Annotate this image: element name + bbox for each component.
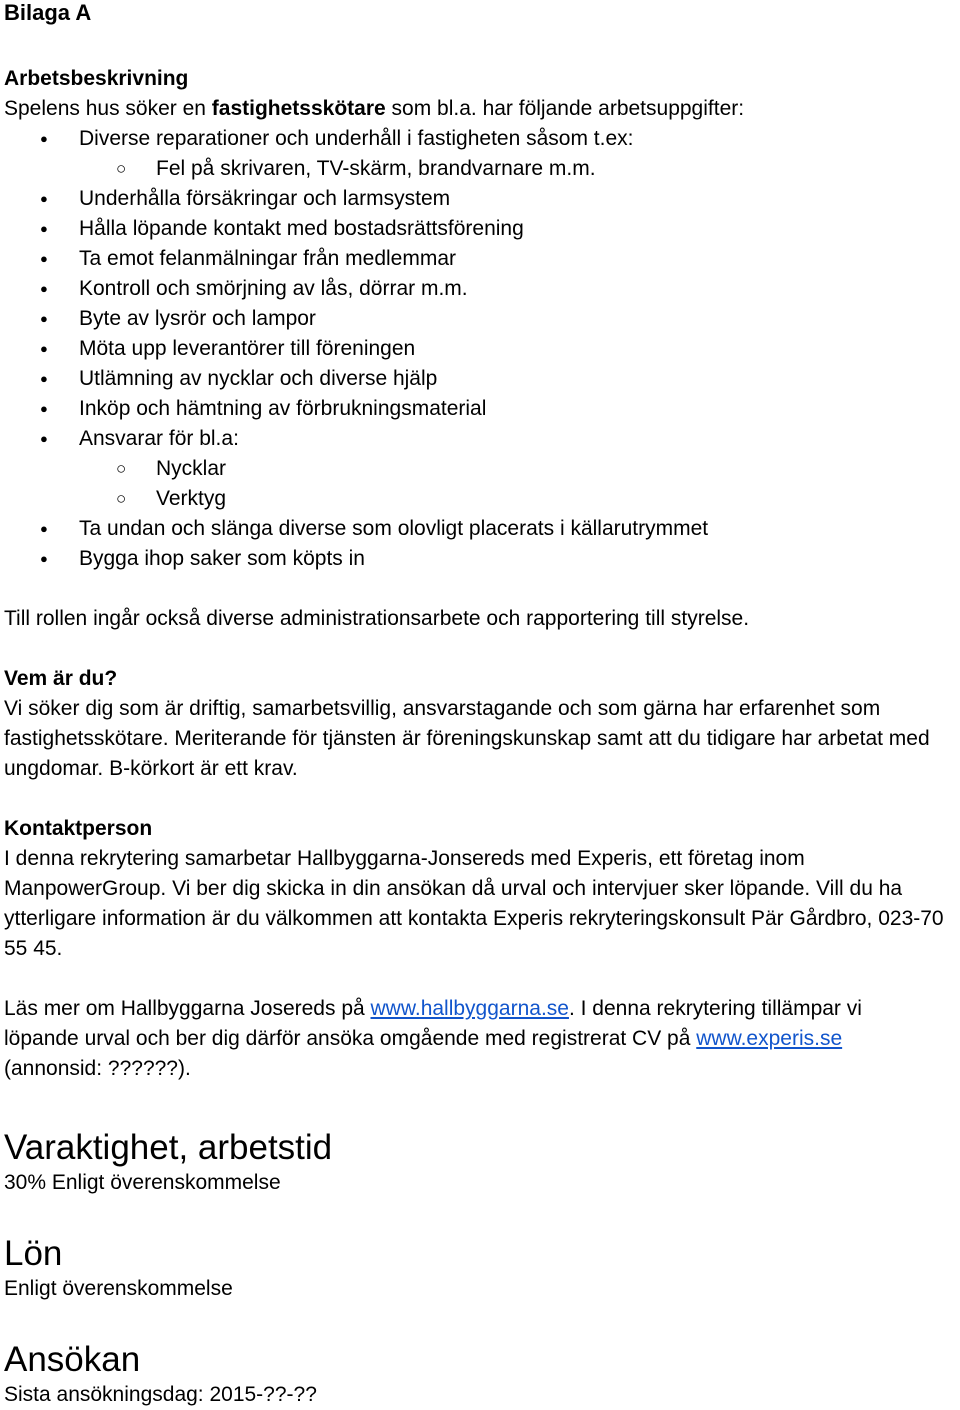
list-item-text: Kontroll och smörjning av lås, dörrar m.m. [79, 277, 468, 300]
bullet-icon: ● [40, 341, 48, 356]
duration-body: 30% Enligt överenskommelse [4, 1171, 281, 1194]
sub-list-item [4, 454, 960, 484]
list-item-text: Underhålla försäkringar och larmsystem [79, 187, 451, 210]
spacer [4, 964, 960, 994]
read-more-line [4, 994, 960, 1024]
salary-body: Enligt överenskommelse [4, 1277, 233, 1300]
list-item [4, 334, 960, 364]
intro-bold-role: fastighetsskötare [211, 97, 386, 120]
experis-link[interactable]: www.experis.se [696, 1027, 843, 1050]
spacer [4, 1304, 960, 1340]
apply-text: löpande urval och ber dig därför ansöka omgående med registrerat CV på [4, 1027, 697, 1050]
who-are-you-title: Vem är du? [4, 667, 118, 690]
list-item [4, 124, 960, 154]
list-item-text: Utlämning av nycklar och diverse hjälp [79, 367, 438, 390]
hollow-bullet-icon: ○ [116, 459, 127, 478]
list-item-text: Byte av lysrör och lampor [79, 307, 316, 330]
list-item [4, 184, 960, 214]
list-item [4, 244, 960, 274]
list-item [4, 304, 960, 334]
sub-list-item [4, 154, 960, 184]
list-item [4, 274, 960, 304]
list-item-text: Verktyg [156, 487, 227, 510]
list-item-text: Fel på skrivaren, TV-skärm, brandvarnare m.m. [156, 157, 596, 180]
list-item [4, 424, 960, 454]
list-item-text: Hålla löpande kontakt med bostadsrättsförening [79, 217, 524, 240]
bullet-icon: ● [40, 221, 48, 236]
salary-title: Lön [4, 1234, 63, 1273]
apply-line [4, 1024, 960, 1054]
intro-text-end: som bl.a. har följande arbetsuppgifter: [385, 97, 745, 120]
application-title: Ansökan [4, 1340, 141, 1379]
bullet-icon: ● [40, 401, 48, 416]
list-item-text: Möta upp leverantörer till föreningen [79, 337, 416, 360]
list-item [4, 544, 960, 574]
duration-title: Varaktighet, arbetstid [4, 1128, 333, 1167]
bullet-icon: ● [40, 251, 48, 266]
list-item-text: Ansvarar för bl.a: [79, 427, 239, 450]
spacer [4, 634, 960, 664]
job-description-title: Arbetsbeskrivning [4, 67, 189, 90]
contact-body: I denna rekrytering samarbetar Hallbyggarna-Jonsereds med Experis, ett företag inom ManpowerGroup. Vi ber dig skicka in din ansökan då urval och intervjuer sker löpande. Vill du ha ytterligare information är du välkommen att kontakta Experis rekryteringskonsult Pär Gårdbro, 023-70 55 45. [4, 847, 944, 960]
bullet-icon: ● [40, 191, 48, 206]
spacer [4, 784, 960, 814]
job-description-intro [4, 94, 960, 124]
bullet-icon: ● [40, 131, 48, 146]
sub-list-item [4, 484, 960, 514]
ad-id-line: (annonsid: ??????). [4, 1057, 191, 1080]
list-item [4, 214, 960, 244]
list-item-text: Inköp och hämtning av förbrukningsmaterial [79, 397, 487, 420]
bullet-icon: ● [40, 371, 48, 386]
list-item-text: Diverse reparationer och underhåll i fastigheten såsom t.ex: [79, 127, 634, 150]
spacer [4, 26, 960, 64]
list-item-text: Nycklar [156, 457, 227, 480]
list-item-text: Bygga ihop saker som köpts in [79, 547, 365, 570]
contact-title: Kontaktperson [4, 817, 153, 840]
task-list [4, 124, 960, 574]
list-item [4, 364, 960, 394]
intro-text: Spelens hus söker en [4, 97, 212, 120]
spacer [4, 574, 960, 604]
bullet-icon: ● [40, 311, 48, 326]
spacer [4, 1084, 960, 1128]
bullet-icon: ● [40, 281, 48, 296]
read-more-text-end: . I denna rekrytering tillämpar vi [568, 997, 862, 1020]
bullet-icon: ● [40, 551, 48, 566]
application-deadline: Sista ansökningsdag: 2015-??-?? [4, 1383, 317, 1406]
document-page [4, 0, 960, 1410]
list-item-text: Ta emot felanmälningar från medlemmar [79, 247, 456, 270]
spacer [4, 1198, 960, 1234]
list-item [4, 394, 960, 424]
read-more-text: Läs mer om Hallbyggarna Josereds på [4, 997, 371, 1020]
appendix-heading: Bilaga A [4, 0, 92, 25]
hollow-bullet-icon: ○ [116, 489, 127, 508]
list-item-text: Ta undan och slänga diverse som olovligt placerats i källarutrymmet [79, 517, 709, 540]
bullet-icon: ● [40, 431, 48, 446]
who-are-you-body: Vi söker dig som är driftig, samarbetsvillig, ansvarstagande och som gärna har erfarenhet som fastighetsskötare. Meriterande för tjänsten är föreningskunskap samt att du tidigare har arbetat med ungdomar. B-körkort är ett krav. [4, 697, 930, 780]
hallbyggarna-link[interactable]: www.hallbyggarna.se [370, 997, 569, 1020]
bullet-icon: ● [40, 521, 48, 536]
list-item [4, 514, 960, 544]
hollow-bullet-icon: ○ [116, 159, 127, 178]
role-closing-text: Till rollen ingår också diverse administrationsarbete och rapportering till styrelse. [4, 607, 750, 630]
